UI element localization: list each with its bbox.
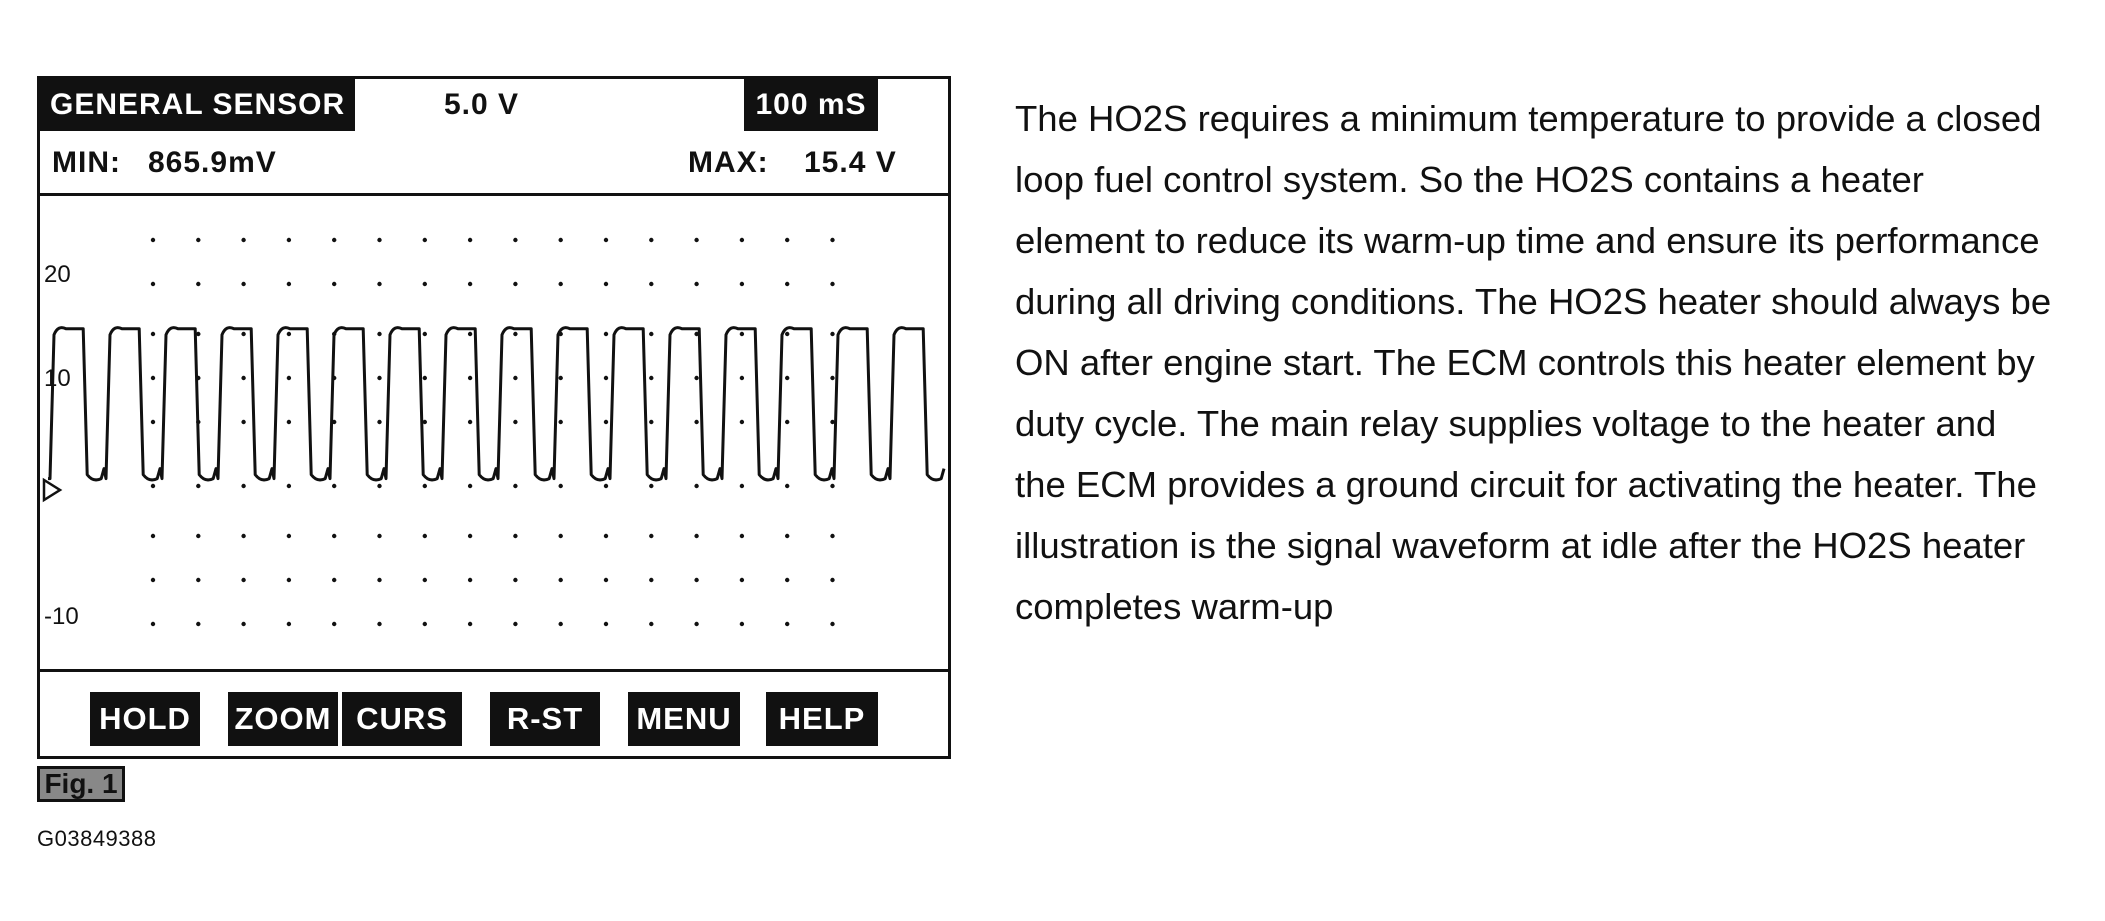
description-text	[1015, 88, 2055, 637]
grid-dot	[830, 332, 834, 336]
time-per-div: 100 mS	[744, 79, 878, 131]
grid-dot	[287, 420, 291, 424]
y-tick-label-10: 10	[44, 365, 71, 392]
grid-dot	[559, 622, 563, 626]
grid-dot	[332, 282, 336, 286]
grid-dot	[830, 282, 834, 286]
r-st-button[interactable]: R-ST	[490, 692, 600, 746]
grid-dot	[151, 420, 155, 424]
grid-dot	[559, 376, 563, 380]
grid-dot	[241, 332, 245, 336]
grid-dot	[151, 622, 155, 626]
grid-dot	[513, 238, 517, 242]
grid-dot	[604, 578, 608, 582]
grid-dot	[740, 282, 744, 286]
grid-dot	[513, 282, 517, 286]
grid-dot	[513, 420, 517, 424]
hold-button[interactable]: HOLD	[90, 692, 200, 746]
grid-dot	[468, 484, 472, 488]
grid-dot	[649, 484, 653, 488]
grid-dot	[513, 484, 517, 488]
figure-label: Fig. 1	[37, 766, 125, 802]
grid-dot	[559, 578, 563, 582]
grid-dot	[287, 332, 291, 336]
grid-dot	[196, 622, 200, 626]
volts-per-div: 5.0 V	[444, 88, 520, 121]
grid-dot	[740, 376, 744, 380]
grid-dot	[830, 484, 834, 488]
grid-dot	[377, 282, 381, 286]
grid-dot	[377, 376, 381, 380]
softkey-bar	[40, 669, 948, 759]
grid-dot	[559, 282, 563, 286]
grid-dot	[604, 238, 608, 242]
grid-dot	[604, 332, 608, 336]
grid-dot	[377, 332, 381, 336]
grid-dot	[377, 484, 381, 488]
grid-dot	[332, 238, 336, 242]
grid-dot	[468, 420, 472, 424]
grid-dot	[694, 376, 698, 380]
grid-dot	[196, 484, 200, 488]
grid-dot	[740, 238, 744, 242]
grid-dot	[377, 534, 381, 538]
grid-dot	[694, 420, 698, 424]
grid-dot	[649, 282, 653, 286]
grid-dot	[468, 332, 472, 336]
waveform-plot	[40, 196, 948, 669]
grid-dot	[513, 376, 517, 380]
grid-dot	[740, 534, 744, 538]
grid-dot	[694, 622, 698, 626]
grid-dot	[468, 534, 472, 538]
grid-dot	[830, 534, 834, 538]
grid-dot	[649, 420, 653, 424]
grid-dot	[332, 622, 336, 626]
grid-dot	[468, 578, 472, 582]
grid-dot	[830, 376, 834, 380]
waveform-trace	[48, 328, 944, 480]
zero-level-marker-icon	[44, 480, 60, 500]
grid-dot	[649, 376, 653, 380]
mode-label: GENERAL SENSOR	[40, 79, 355, 131]
grid-dot	[196, 534, 200, 538]
grid-dot	[468, 282, 472, 286]
grid-dot	[513, 534, 517, 538]
menu-button[interactable]: MENU	[628, 692, 740, 746]
grid-dot	[377, 238, 381, 242]
grid-dot	[649, 622, 653, 626]
max-label: MAX:	[688, 146, 769, 179]
grid-dot	[649, 332, 653, 336]
grid-dot	[423, 238, 427, 242]
curs-button[interactable]: CURS	[342, 692, 462, 746]
grid-dot	[423, 578, 427, 582]
grid-dot	[423, 332, 427, 336]
grid-dot	[604, 376, 608, 380]
grid-dot	[423, 484, 427, 488]
y-tick-label-20: 20	[44, 261, 71, 288]
grid-dot	[241, 282, 245, 286]
grid-dot	[513, 622, 517, 626]
description-paragraph: The HO2S requires a minimum temperature to provide a closed loop fuel control system. So the HO2S contains a heater element to reduce its warm-up time and ensure its performance during all driving conditions. The HO2S heater should always be ON after engine start. The ECM controls this heater element by duty cycle. The main relay supplies voltage to the heater and the ECM provides a ground circuit for activating the heater. The illustration is the signal waveform at idle after the HO2S heater completes warm-up	[1015, 98, 2052, 627]
figure-code: G03849388	[37, 826, 157, 851]
grid-dot	[740, 622, 744, 626]
grid-dot	[241, 534, 245, 538]
grid-dot	[241, 238, 245, 242]
help-button[interactable]: HELP	[766, 692, 878, 746]
grid-dot	[830, 622, 834, 626]
grid-dot	[830, 238, 834, 242]
grid-dot	[423, 376, 427, 380]
grid-dot	[287, 622, 291, 626]
grid-dot	[740, 484, 744, 488]
grid-dot	[649, 578, 653, 582]
min-label: MIN:	[52, 146, 121, 179]
grid-dot	[377, 420, 381, 424]
grid-dot	[785, 420, 789, 424]
scope-header-top	[40, 79, 948, 137]
grid-dot	[151, 332, 155, 336]
grid-dot	[151, 282, 155, 286]
grid-dot	[830, 578, 834, 582]
grid-dot	[423, 622, 427, 626]
grid-dot	[468, 622, 472, 626]
grid-dot	[785, 622, 789, 626]
waveform-svg	[40, 196, 948, 669]
max-value: 15.4 V	[804, 146, 897, 179]
grid-dot	[196, 578, 200, 582]
grid-dot	[694, 534, 698, 538]
grid-dot	[423, 282, 427, 286]
grid-dot	[241, 484, 245, 488]
grid-dot	[377, 578, 381, 582]
grid-dot	[559, 420, 563, 424]
grid-dot	[332, 534, 336, 538]
grid-dot	[151, 238, 155, 242]
grid-dot	[785, 282, 789, 286]
grid-dot	[151, 578, 155, 582]
scope-screen	[37, 76, 951, 759]
grid-dot	[151, 484, 155, 488]
grid-dot	[604, 484, 608, 488]
grid-dot	[694, 578, 698, 582]
grid-dot	[151, 534, 155, 538]
grid-dot	[740, 420, 744, 424]
grid-dot	[604, 534, 608, 538]
grid-dot	[377, 622, 381, 626]
grid-dot	[151, 376, 155, 380]
grid-dot	[785, 578, 789, 582]
grid-dot	[196, 238, 200, 242]
grid-dot	[604, 282, 608, 286]
grid-dot	[740, 578, 744, 582]
grid-dot	[468, 238, 472, 242]
grid-dot	[785, 238, 789, 242]
grid-dot	[241, 376, 245, 380]
grid-dot	[287, 534, 291, 538]
grid-dot	[513, 332, 517, 336]
grid-dot	[604, 622, 608, 626]
grid-dot	[287, 578, 291, 582]
grid-dot	[785, 332, 789, 336]
grid-dot	[332, 484, 336, 488]
grid-dot	[287, 376, 291, 380]
y-tick-label-neg10: -10	[44, 603, 79, 630]
grid-dot	[196, 282, 200, 286]
grid-dot	[694, 282, 698, 286]
grid-dot	[559, 534, 563, 538]
grid-dot	[559, 484, 563, 488]
grid-dot	[740, 332, 744, 336]
grid-dot	[785, 376, 789, 380]
grid-dot	[694, 484, 698, 488]
scope-header-minmax	[40, 137, 948, 196]
grid-dot	[649, 534, 653, 538]
grid-dot	[468, 376, 472, 380]
grid-dot	[513, 578, 517, 582]
grid-dot	[332, 578, 336, 582]
grid-dot	[785, 534, 789, 538]
grid-dot	[287, 282, 291, 286]
grid-dot	[559, 238, 563, 242]
grid-dot	[241, 578, 245, 582]
grid-dot	[785, 484, 789, 488]
zoom-button[interactable]: ZOOM	[228, 692, 338, 746]
min-value: 865.9mV	[148, 146, 277, 179]
grid-dot	[241, 622, 245, 626]
grid-dot	[694, 238, 698, 242]
grid-dot	[649, 238, 653, 242]
grid-dot	[241, 420, 245, 424]
grid-dot	[287, 484, 291, 488]
grid-dot	[604, 420, 608, 424]
grid-dot	[287, 238, 291, 242]
grid-dot	[423, 534, 427, 538]
